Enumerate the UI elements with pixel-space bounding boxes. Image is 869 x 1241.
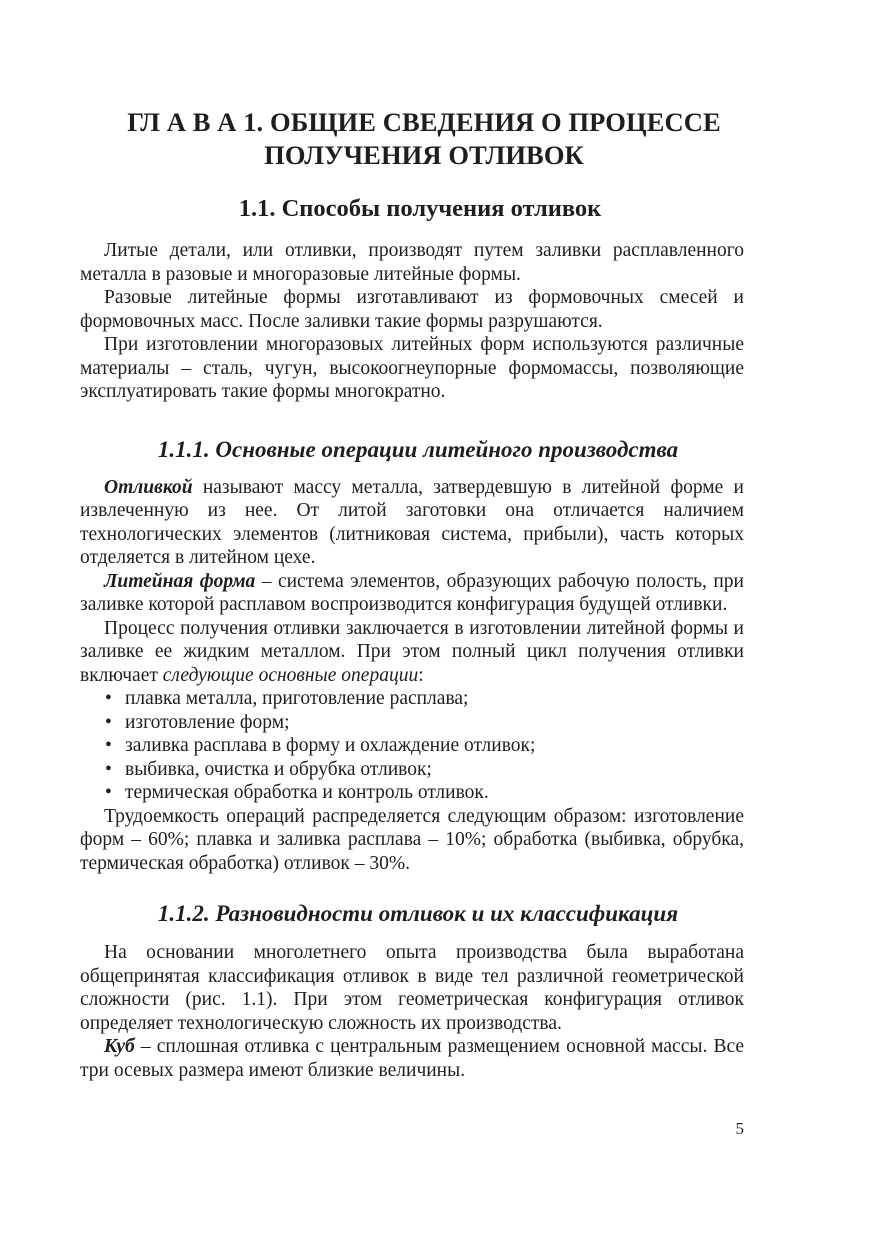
section-paragraph-1: Литые детали, или отливки, производят путем заливки расплавленного металла в разовые и многоразовые литейные формы. bbox=[80, 240, 744, 285]
casting-definition-text: называют массу металла, затвердевшую в литейной форме и извлеченную из нее. От литой заготовки она отличается наличием технологических элементов (литниковая система, прибыли), часть которых отделяется в литейном цехе. bbox=[80, 476, 744, 568]
process-colon: : bbox=[418, 664, 424, 686]
operations-list bbox=[80, 687, 744, 805]
mold-definition-paragraph bbox=[80, 570, 744, 617]
page-number: 5 bbox=[735, 1119, 744, 1138]
chapter-title bbox=[104, 106, 744, 172]
bullet-icon: • bbox=[105, 711, 112, 733]
process-emphasis: следующие основные операции bbox=[162, 664, 419, 686]
list-item bbox=[80, 781, 744, 805]
bullet-icon: • bbox=[105, 782, 112, 803]
page-content bbox=[80, 106, 744, 1082]
list-item-text: изготовление форм; bbox=[125, 711, 290, 733]
section-paragraph-2: Разовые литейные формы изготавливают из формовочных смесей и формовочных масс. После заливки такие формы разрушаются. bbox=[80, 287, 744, 332]
bullet-icon: • bbox=[105, 688, 112, 709]
bullet-icon: • bbox=[105, 735, 112, 756]
list-item-text: заливка расплава в форму и охлаждение отливок; bbox=[125, 735, 536, 756]
cube-definition-text: – сплошная отливка с центральным размещением основной массы. Все три осевых размера имеют близкие величины. bbox=[80, 1036, 744, 1081]
classification-paragraph: На основании многолетнего опыта производства была выработана общепринятая классификация отливок в виде тел различной геометрической сложности (рис. 1.1). При этом геометрическая конфигурация отливок определяет технологическую сложность их производства. bbox=[80, 942, 744, 1034]
chapter-title-line2: ПОЛУЧЕНИЯ ОТЛИВОК bbox=[264, 140, 584, 170]
subsection-1-title: 1.1.1. Основные операции литейного производства bbox=[157, 436, 679, 462]
bullet-icon: • bbox=[105, 758, 112, 780]
section-paragraph-3: При изготовлении многоразовых литейных форм используются различные материалы – сталь, чугун, высокоогнеупорные формомассы, позволяющие эксплуатировать такие формы многократно. bbox=[80, 334, 744, 402]
list-item-text: плавка металла, приготовление расплава; bbox=[125, 688, 469, 709]
mold-definition-text: – система элементов, образующих рабочую полость, при заливке которой расплавом воспроизводится конфигурация будущей отливки. bbox=[80, 570, 744, 615]
process-paragraph bbox=[80, 617, 744, 688]
list-item bbox=[80, 758, 744, 782]
term-cube: Куб bbox=[104, 1036, 135, 1057]
section-title: 1.1. Способы получения отливок bbox=[238, 195, 602, 222]
list-item bbox=[80, 687, 744, 711]
subsection-2-title: 1.1.2. Разновидности отливок и их классификация bbox=[157, 901, 679, 926]
list-item-text: термическая обработка и контроль отливок. bbox=[125, 782, 489, 803]
cube-definition-paragraph bbox=[80, 1035, 744, 1082]
list-item-text: выбивка, очистка и обрубка отливок; bbox=[125, 758, 432, 780]
casting-definition-paragraph bbox=[80, 476, 744, 570]
list-item bbox=[80, 734, 744, 758]
labor-distribution-paragraph: Трудоемкость операций распределяется следующим образом: изготовление форм – 60%; плавка и заливка расплава – 10%; обработка (выбивка, обрубка, термическая обработка) отливок – 30%. bbox=[80, 805, 744, 874]
term-casting: Отливкой bbox=[104, 476, 193, 498]
term-mold: Литейная форма bbox=[104, 570, 256, 592]
process-text: Процесс получения отливки заключается в изготовлении литейной формы и заливке ее жидким металлом. При этом полный цикл получения отливки включает bbox=[80, 617, 744, 686]
list-item bbox=[80, 711, 744, 735]
chapter-title-line1: ГЛ А В А 1. ОБЩИЕ СВЕДЕНИЯ О ПРОЦЕССЕ bbox=[127, 107, 721, 137]
